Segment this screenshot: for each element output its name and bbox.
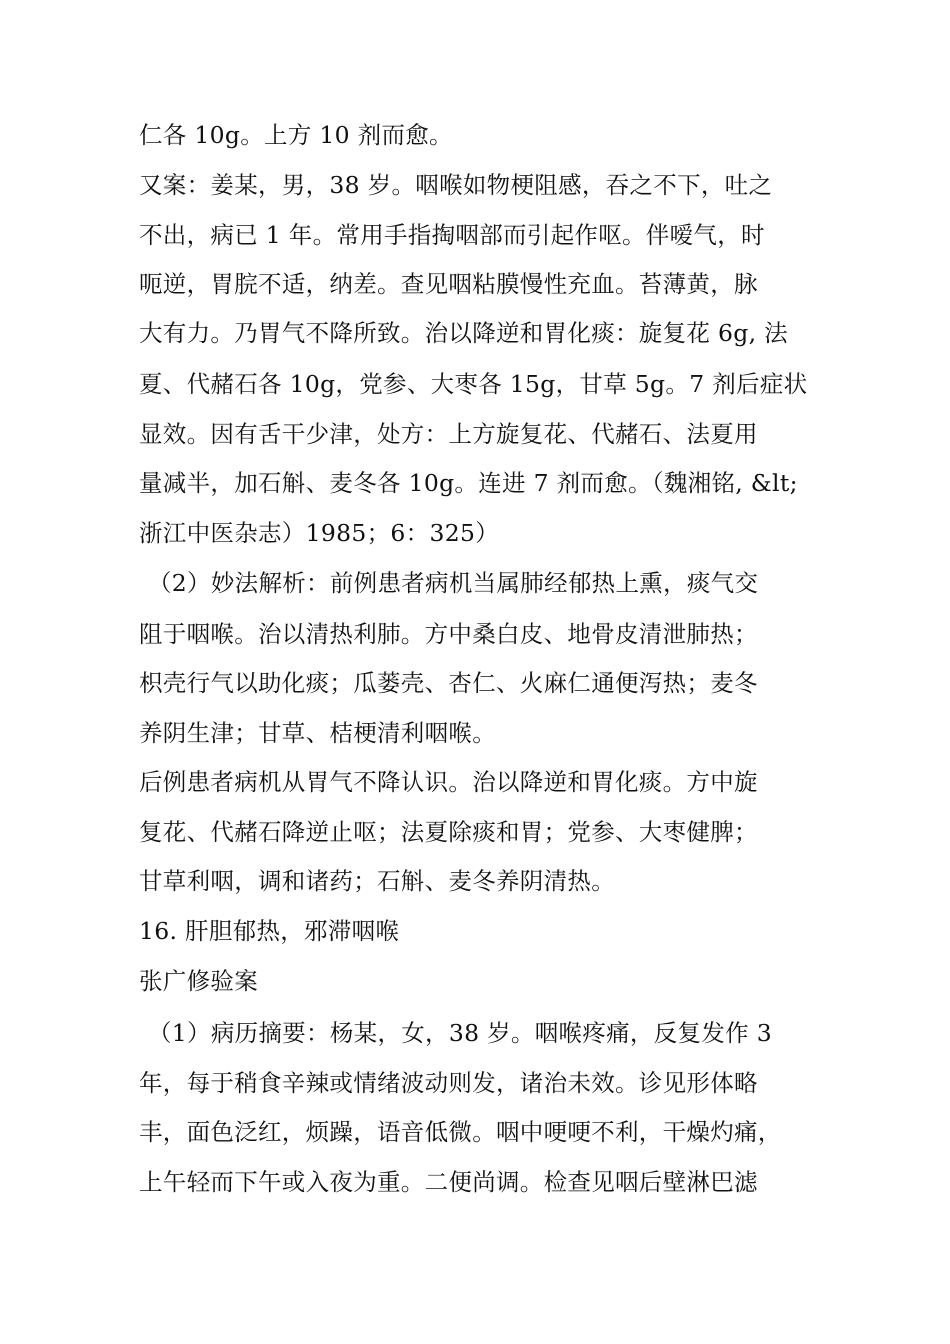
text-line: 大有力。乃胃气不降所致。治以降逆和胃化痰：旋复花 6g, 法 <box>139 319 788 347</box>
text-line: 年，每于稍食辛辣或情绪波动则发，诸治未效。诊见形体略 <box>139 1069 758 1097</box>
text-line: 不出，病已 1 年。常用手指掏咽部而引起作呕。伴嗳气，时 <box>139 221 765 249</box>
text-line: 显效。因有舌干少津，处方：上方旋复花、代赭石、法夏用 <box>139 420 758 448</box>
text-line: 复花、代赭石降逆止呕；法夏除痰和胃；党参、大枣健脾； <box>139 818 758 846</box>
text-line: 上午轻而下午或入夜为重。二便尚调。检查见咽后壁淋巴滤 <box>139 1168 758 1196</box>
text-line: 丰，面色泛红，烦躁，语音低微。咽中哽哽不利，干燥灼痛， <box>139 1118 782 1146</box>
text-line: 仁各 10g。上方 10 剂而愈。 <box>139 121 453 149</box>
text-line: 又案：姜某，男，38 岁。咽喉如物梗阻感，吞之不下，吐之 <box>139 171 773 199</box>
text-line: 甘草利咽，调和诸药；石斛、麦冬养阴清热。 <box>139 867 615 895</box>
text-line: 枳壳行气以助化痰；瓜蒌壳、杏仁、火麻仁通便泻热；麦冬 <box>139 669 758 697</box>
case-title: 张广修验案 <box>139 967 258 995</box>
text-line: 量减半，加石斛、麦冬各 10g。连进 7 剂而愈。（魏湘铭, &lt; <box>139 469 798 497</box>
text-line: 呃逆，胃脘不适，纳差。查见咽粘膜慢性充血。苔薄黄，脉 <box>139 270 758 298</box>
text-line: 夏、代赭石各 10g，党参、大枣各 15g，甘草 5g。7 剂后症状 <box>139 370 808 398</box>
text-line: 后例患者病机从胃气不降认识。治以降逆和胃化痰。方中旋 <box>139 768 758 796</box>
paragraph-heading: （2）妙法解析：前例患者病机当属肺经郁热上熏，痰气交 <box>148 569 759 597</box>
text-line: 养阴生津；甘草、桔梗清利咽喉。 <box>139 719 496 747</box>
text-line: 浙江中医杂志）1985；6：325） <box>139 519 500 547</box>
paragraph-heading: （1）病历摘要：杨某，女，38 岁。咽喉疼痛，反复发作 3 <box>148 1019 772 1047</box>
text-line: 阻于咽喉。治以清热利肺。方中桑白皮、地骨皮清泄肺热； <box>139 620 758 648</box>
section-heading: 16. 肝胆郁热，邪滞咽喉 <box>139 917 400 945</box>
